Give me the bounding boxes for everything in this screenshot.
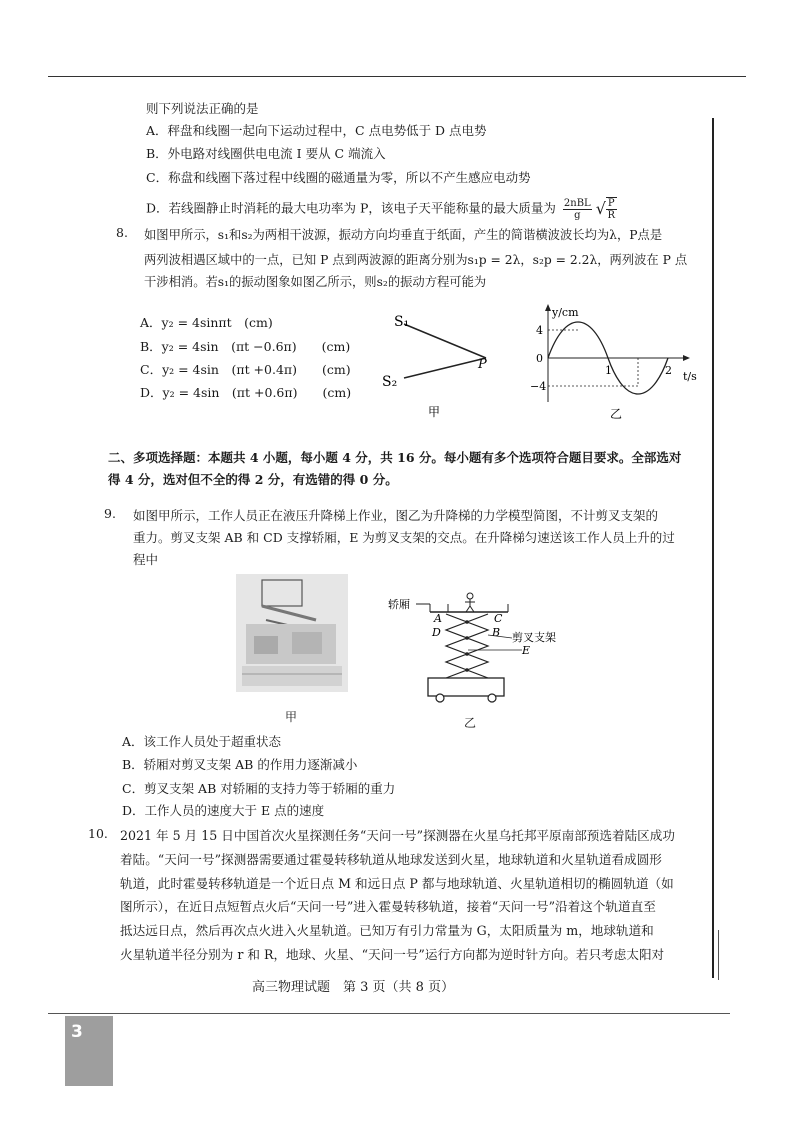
q8-option-a: A．y₂ = 4sinπt (cm) <box>140 315 273 330</box>
q9-option-a: A．该工作人员处于超重状态 <box>122 734 282 749</box>
page-number-tab <box>65 1016 113 1086</box>
q9-caption-yi: 乙 <box>464 716 477 730</box>
label-p: P <box>478 357 487 372</box>
label-c: C <box>494 612 503 625</box>
q10-line-6: 火星轨道半径分别为 r 和 R，地球、火星、“天问一号”运行方向都为逆时针方向。若只考虑太阳对 <box>120 947 665 962</box>
bottom-rule <box>48 1013 730 1014</box>
y-tick-0: 0 <box>536 352 543 365</box>
x-axis-label: t/s <box>683 370 697 383</box>
top-rule <box>48 76 746 77</box>
q9-option-d: D．工作人员的速度大于 E 点的速度 <box>122 803 325 818</box>
q9-line-2: 重力。剪叉支架 AB 和 CD 支撑轿厢，E 为剪叉支架的交点。在升降梯匀速送该工作人员上升的过 <box>133 530 675 545</box>
y-tick-neg4: −4 <box>530 380 547 393</box>
q9-line-1: 如图甲所示，工作人员正在液压升降梯上作业，图乙为升降梯的力学模型简图，不计剪叉支架的 <box>133 508 659 523</box>
y-axis-label: y/cm <box>552 306 579 319</box>
page-number: 3 <box>71 1022 83 1042</box>
q9-photo-lift <box>236 574 348 692</box>
section2-line-1: 二、多项选择题：本题共 4 小题，每小题 4 分，共 16 分。每小题有多个选项符合题目要求。全部选对 <box>108 450 682 465</box>
section2-line-2: 得 4 分，选对但不全的得 2 分，有选错的得 0 分。 <box>108 472 398 487</box>
q7-option-a: A．秤盘和线圈一起向下运动过程中，C 点电势低于 D 点电势 <box>146 123 487 138</box>
q7-option-d-text: D．若线圈静止时消耗的最大电功率为 P，该电子天平能称量的最大质量为 <box>146 200 556 216</box>
q10-number: 10. <box>88 826 108 841</box>
x-tick-1: 1 <box>605 364 612 377</box>
label-a: A <box>434 612 442 625</box>
q9-figure-scissor-lift <box>384 590 584 720</box>
q9-line-3: 程中 <box>133 552 159 567</box>
sqrt-numerator: P <box>607 198 615 209</box>
label-car: 轿厢 <box>388 598 410 611</box>
q8-option-b: B．y₂ = 4sin (πt −0.6π) (cm) <box>140 339 351 354</box>
label-s2: S₂ <box>382 374 398 390</box>
q9-option-b: B．轿厢对剪叉支架 AB 的作用力逐渐减小 <box>122 757 358 772</box>
y-tick-4: 4 <box>536 324 543 337</box>
q9-number: 9. <box>104 506 116 521</box>
caption-jia: 甲 <box>428 405 441 419</box>
formula-denominator: g <box>574 209 581 221</box>
q10-line-5: 抵达远日点，然后再次点火进入火星轨道。已知万有引力常量为 G，太阳质量为 m，地球轨道和 <box>120 923 654 938</box>
label-e: E <box>522 644 531 657</box>
right-margin-line-lower <box>718 930 719 980</box>
q8-option-d: D．y₂ = 4sin (πt +0.6π) (cm) <box>140 385 352 400</box>
q7-option-c: C．称盘和线圈下落过程中线圈的磁通量为零，所以不产生感应电动势 <box>146 170 531 185</box>
q8-figure-yi <box>528 302 698 422</box>
sqrt-denominator: R <box>607 210 616 221</box>
q10-line-4: 图所示），在近日点短暂点火后“天问一号”进入霍曼转移轨道，接着“天问一号”沿着这个轨道直至 <box>120 899 656 914</box>
x-tick-2: 2 <box>665 364 672 377</box>
q8-number: 8. <box>116 225 128 240</box>
label-scissor: 剪叉支架 <box>512 631 556 644</box>
q7-intro: 则下列说法正确的是 <box>146 101 259 116</box>
q8-figure-jia <box>382 306 506 419</box>
right-margin-line <box>712 118 714 978</box>
caption-yi: 乙 <box>610 407 623 421</box>
q10-line-2: 着陆。“天问一号”探测器需要通过霍曼转移轨道从地球发送到火星，地球轨道和火星轨道看成圆形 <box>120 852 662 867</box>
q8-line-3: 干涉相消。若s₁的振动图象如图乙所示，则s₂的振动方程可能为 <box>144 275 487 289</box>
q10-line-1: 2021 年 5 月 15 日中国首次火星探测任务“天问一号”探测器在火星乌托邦平原南部预选着陆区成功 <box>120 828 675 843</box>
q7-option-d-formula: 2nBL g √ $\frac{P}{R}$ <box>563 197 616 221</box>
label-d: D <box>432 626 441 639</box>
q7-option-b: B．外电路对线圈供电电流 I 要从 C 端流入 <box>146 146 386 161</box>
q10-line-3: 轨道，此时霍曼转移轨道是一个近日点 M 和远日点 P 都与地球轨道、火星轨道相切的椭圆轨道（如 <box>120 876 674 891</box>
q7-option-d <box>146 197 617 221</box>
page-footer-title: 高三物理试题 第 3 页（共 8 页） <box>252 980 455 995</box>
q8-option-c: C．y₂ = 4sin (πt +0.4π) (cm) <box>140 362 351 377</box>
label-b: B <box>492 626 501 639</box>
q9-caption-jia: 甲 <box>285 710 298 724</box>
q8-line-1: 如图甲所示，s₁和s₂为两相干波源，振动方向均垂直于纸面，产生的简谐横波波长均为λ，P点是 <box>144 228 663 242</box>
formula-numerator: 2nBL <box>563 197 591 209</box>
q9-option-c: C．剪叉支架 AB 对轿厢的支持力等于轿厢的重力 <box>122 781 396 796</box>
label-s1: S₁ <box>394 314 410 330</box>
q8-line-2: 两列波相遇区域中的一点，已知 P 点到两波源的距离分别为s₁p = 2λ，s₂p = 2.2λ，两列波在 P 点 <box>144 253 688 267</box>
